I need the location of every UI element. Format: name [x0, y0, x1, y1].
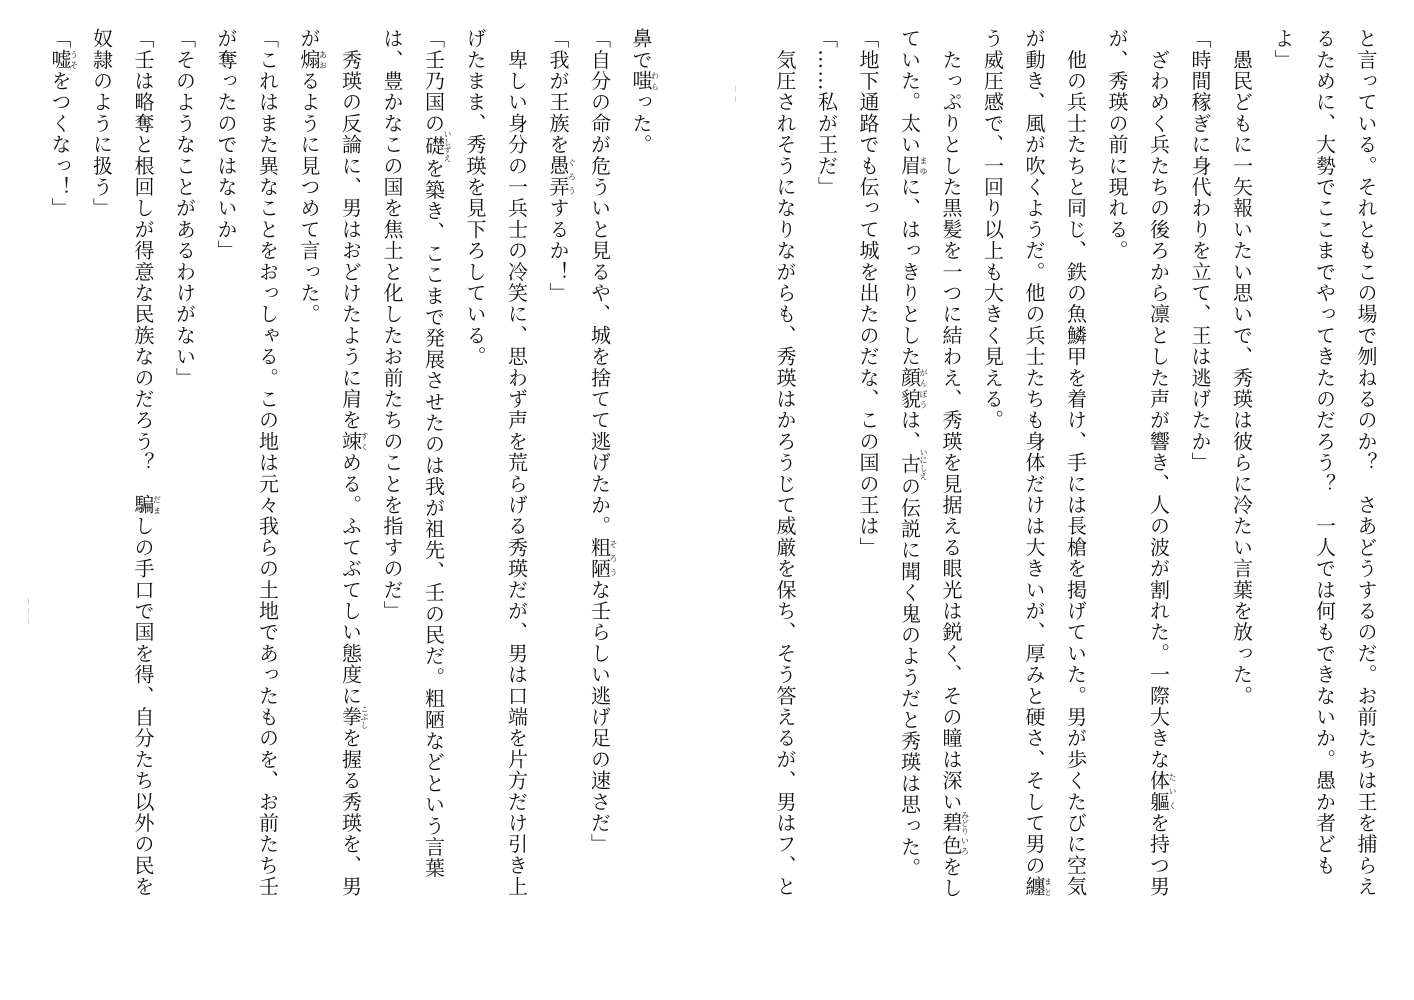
text-segment: は、豊かなこの国を焦土と化したお前たちのことを指すのだ」 — [380, 28, 404, 622]
ruby-reading: わら — [650, 70, 660, 92]
text-line — [122, 28, 164, 978]
text-line — [288, 28, 330, 978]
text-line — [163, 28, 205, 978]
ruby-annotation — [131, 494, 162, 516]
ruby-annotation — [629, 70, 660, 92]
text-segment: 気圧されそうになりながらも、秀瑛はかろうじて威厳を保ち、そう答えるが、男はフ、と — [773, 28, 797, 898]
text-segment: をつくなっ！」 — [48, 70, 72, 219]
ruby-annotation — [897, 448, 928, 481]
ruby-annotation — [897, 155, 928, 177]
ruby-base: 騙 — [131, 494, 155, 516]
text-segment: に、はっきりとした — [897, 176, 922, 368]
text-segment: るように見つめて言った。 — [297, 70, 321, 325]
ruby-annotation — [897, 367, 928, 410]
text-segment: な壬らしい逃げ足の速さだ」 — [587, 579, 612, 855]
text-segment: った。 — [629, 91, 653, 156]
ruby-base: 拳 — [338, 705, 363, 730]
ruby-base: 粗陋 — [587, 536, 612, 580]
ruby-annotation — [1146, 770, 1177, 813]
ruby-base: 眉 — [897, 155, 922, 177]
ruby-annotation — [421, 130, 452, 162]
ruby-base: 纏 — [1022, 876, 1046, 898]
ruby-reading: そろう — [609, 536, 618, 580]
text-line — [1137, 28, 1179, 978]
text-segment: を握る秀瑛を、男 — [338, 727, 363, 898]
text-line — [412, 28, 454, 978]
ruby-annotation — [48, 49, 79, 71]
ruby-reading: だま — [152, 494, 162, 516]
ruby-base: 碧 — [939, 811, 963, 835]
text-line — [620, 28, 662, 978]
text-segment: るために、大勢でここまでやってきたのだろう？ 一人では何もできないか。愚か者ども — [1312, 28, 1337, 876]
text-line — [805, 28, 847, 978]
text-segment: 「……私が王だ」 — [814, 28, 839, 198]
text-segment: 秀瑛の反論に、男はおどけたように肩を — [338, 28, 363, 431]
text-segment: たっぷりとした黒髪を一つに結わえ、秀瑛を見据える眼光は鋭く、その瞳は深い — [939, 28, 963, 813]
ruby-annotation — [939, 811, 970, 836]
ruby-reading: すく — [360, 430, 369, 453]
ruby-reading: うそ — [69, 49, 79, 71]
ruby-annotation — [338, 705, 369, 730]
text-line — [454, 28, 496, 978]
text-segment: ていた。太い — [897, 28, 922, 156]
text-segment: が、秀瑛の前に現れる。 — [1105, 28, 1129, 262]
text-line — [1220, 28, 1262, 978]
text-segment: 「地下通路でも伝って城を出たのだな、この国の王は」 — [856, 28, 880, 558]
text-segment: と言っている。それともこの場で刎ねるのか？ さあどうするのだ。お前たちは王を捕らえ — [1354, 28, 1378, 898]
ruby-annotation — [939, 835, 970, 857]
text-segment: 「壬は略奪と根回しが得意な民族なのだろう？ — [131, 28, 155, 495]
text-segment: める。ふてぶてしい態度に — [338, 452, 363, 707]
text-line — [1054, 28, 1096, 978]
text-segment: が動き、風が吹くようだ。他の兵士たちも身体だけは大きいが、厚みと硬さ、そして男の — [1022, 28, 1046, 877]
ruby-reading: ぐろう — [567, 155, 577, 198]
text-line — [578, 28, 620, 978]
text-segment: 「自分の命が危ういと見るや、城を捨てて逃げたか。 — [587, 28, 612, 537]
gutter-mark-decoration — [28, 598, 34, 626]
text-line — [1179, 28, 1221, 978]
text-segment: をし — [939, 856, 963, 899]
text-line — [495, 28, 537, 978]
text-line — [971, 28, 1013, 978]
text-segment: 「壬乃国の — [421, 28, 446, 134]
text-segment: しの手口で国を得、自分たち以外の民を — [131, 515, 155, 898]
text-segment: 「そのようなことがあるわけがない」 — [172, 28, 197, 389]
ruby-annotation — [338, 430, 369, 453]
ruby-reading: あお — [318, 49, 328, 71]
text-segment: が — [297, 28, 321, 50]
text-segment: を築き、ここまで発展させたのは我が祖先、壬の民だ。粗陋などという言葉 — [421, 157, 446, 879]
ruby-annotation — [587, 536, 618, 580]
ruby-base: 嘘 — [48, 49, 72, 71]
text-segment: ざわめく兵たちの後ろから凛とした声が響き、人の波が割れた。一際大きな — [1146, 28, 1171, 770]
ruby-base: 礎 — [421, 130, 446, 162]
text-segment: の伝説に聞く鬼のようだと秀瑛は思った。 — [897, 476, 922, 879]
text-line — [329, 28, 371, 978]
text-line — [888, 28, 930, 978]
text-line — [1303, 28, 1345, 978]
ruby-reading: まと — [1043, 876, 1053, 898]
ruby-annotation — [1022, 876, 1053, 898]
right-page — [707, 0, 1414, 1000]
text-line — [39, 28, 81, 978]
text-line — [1345, 28, 1387, 978]
text-segment: 他の兵士たちと同じ、鉄の魚鱗甲を着け、手には長槍を掲げていた。男が歩くたびに空気 — [1063, 28, 1088, 898]
text-segment: げたまま、秀瑛を見下ろしている。 — [463, 28, 487, 368]
text-segment: 「時間稼ぎに身代わりを立て、王は逃げたか」 — [1188, 28, 1212, 474]
text-segment: するか！」 — [546, 197, 570, 304]
text-segment: が奪ったのではないか」 — [214, 28, 238, 262]
text-segment: 「これはまた異なことをおっしゃる。この地は元々我らの土地であったものを、お前たち壬 — [255, 28, 280, 898]
text-line — [847, 28, 889, 978]
text-segment: よ」 — [1271, 28, 1295, 71]
text-segment: 奴隷のように扱う」 — [89, 28, 114, 219]
text-segment: 「我が王族を — [546, 28, 570, 156]
ruby-base: 嗤 — [629, 70, 653, 92]
ruby-reading: まゆ — [919, 155, 928, 177]
text-segment: 鼻で — [629, 28, 653, 71]
text-segment: う威圧感で、一回り以上も大きく見える。 — [980, 28, 1005, 431]
text-line — [537, 28, 579, 978]
text-line — [371, 28, 413, 978]
text-line — [1013, 28, 1055, 978]
ruby-base: 色 — [939, 835, 963, 857]
ruby-reading: いしずえ — [443, 130, 452, 162]
text-line — [764, 28, 806, 978]
ruby-annotation — [546, 155, 577, 198]
text-line — [205, 28, 247, 978]
text-line — [930, 28, 972, 978]
ruby-base: 竦 — [338, 430, 363, 453]
ruby-base: 古 — [897, 448, 922, 481]
text-segment: 「 — [48, 28, 72, 50]
left-page-text — [39, 28, 662, 978]
ruby-reading: がんぼう — [919, 367, 928, 410]
ruby-base: 愚弄 — [546, 155, 570, 198]
ruby-annotation — [297, 49, 328, 71]
text-segment: 卑しい身分の一兵士の冷笑に、思わず声を荒らげる秀瑛だが、男は口端を片方だけ引き上 — [504, 28, 529, 898]
text-line — [1262, 28, 1304, 978]
text-line — [246, 28, 288, 978]
ruby-reading: こぶし — [360, 705, 369, 730]
ruby-reading: いろ — [960, 835, 970, 857]
ruby-reading: いにしえ — [919, 448, 928, 481]
ruby-base: 顔貌 — [897, 367, 922, 410]
text-segment: は、 — [897, 409, 922, 453]
ruby-reading: みどり — [960, 811, 970, 836]
text-line — [1096, 28, 1138, 978]
text-segment: を持つ男 — [1146, 812, 1171, 898]
gutter-mark-decoration — [735, 86, 741, 114]
ruby-base: 煽 — [297, 49, 321, 71]
ruby-base: 体軀 — [1146, 770, 1171, 813]
ruby-reading: たいく — [1168, 770, 1177, 813]
text-line — [80, 28, 122, 978]
right-page-text — [764, 28, 1387, 978]
text-segment: 愚民どもに一矢報いたい思いで、秀瑛は彼らに冷たい言葉を放った。 — [1229, 28, 1254, 707]
